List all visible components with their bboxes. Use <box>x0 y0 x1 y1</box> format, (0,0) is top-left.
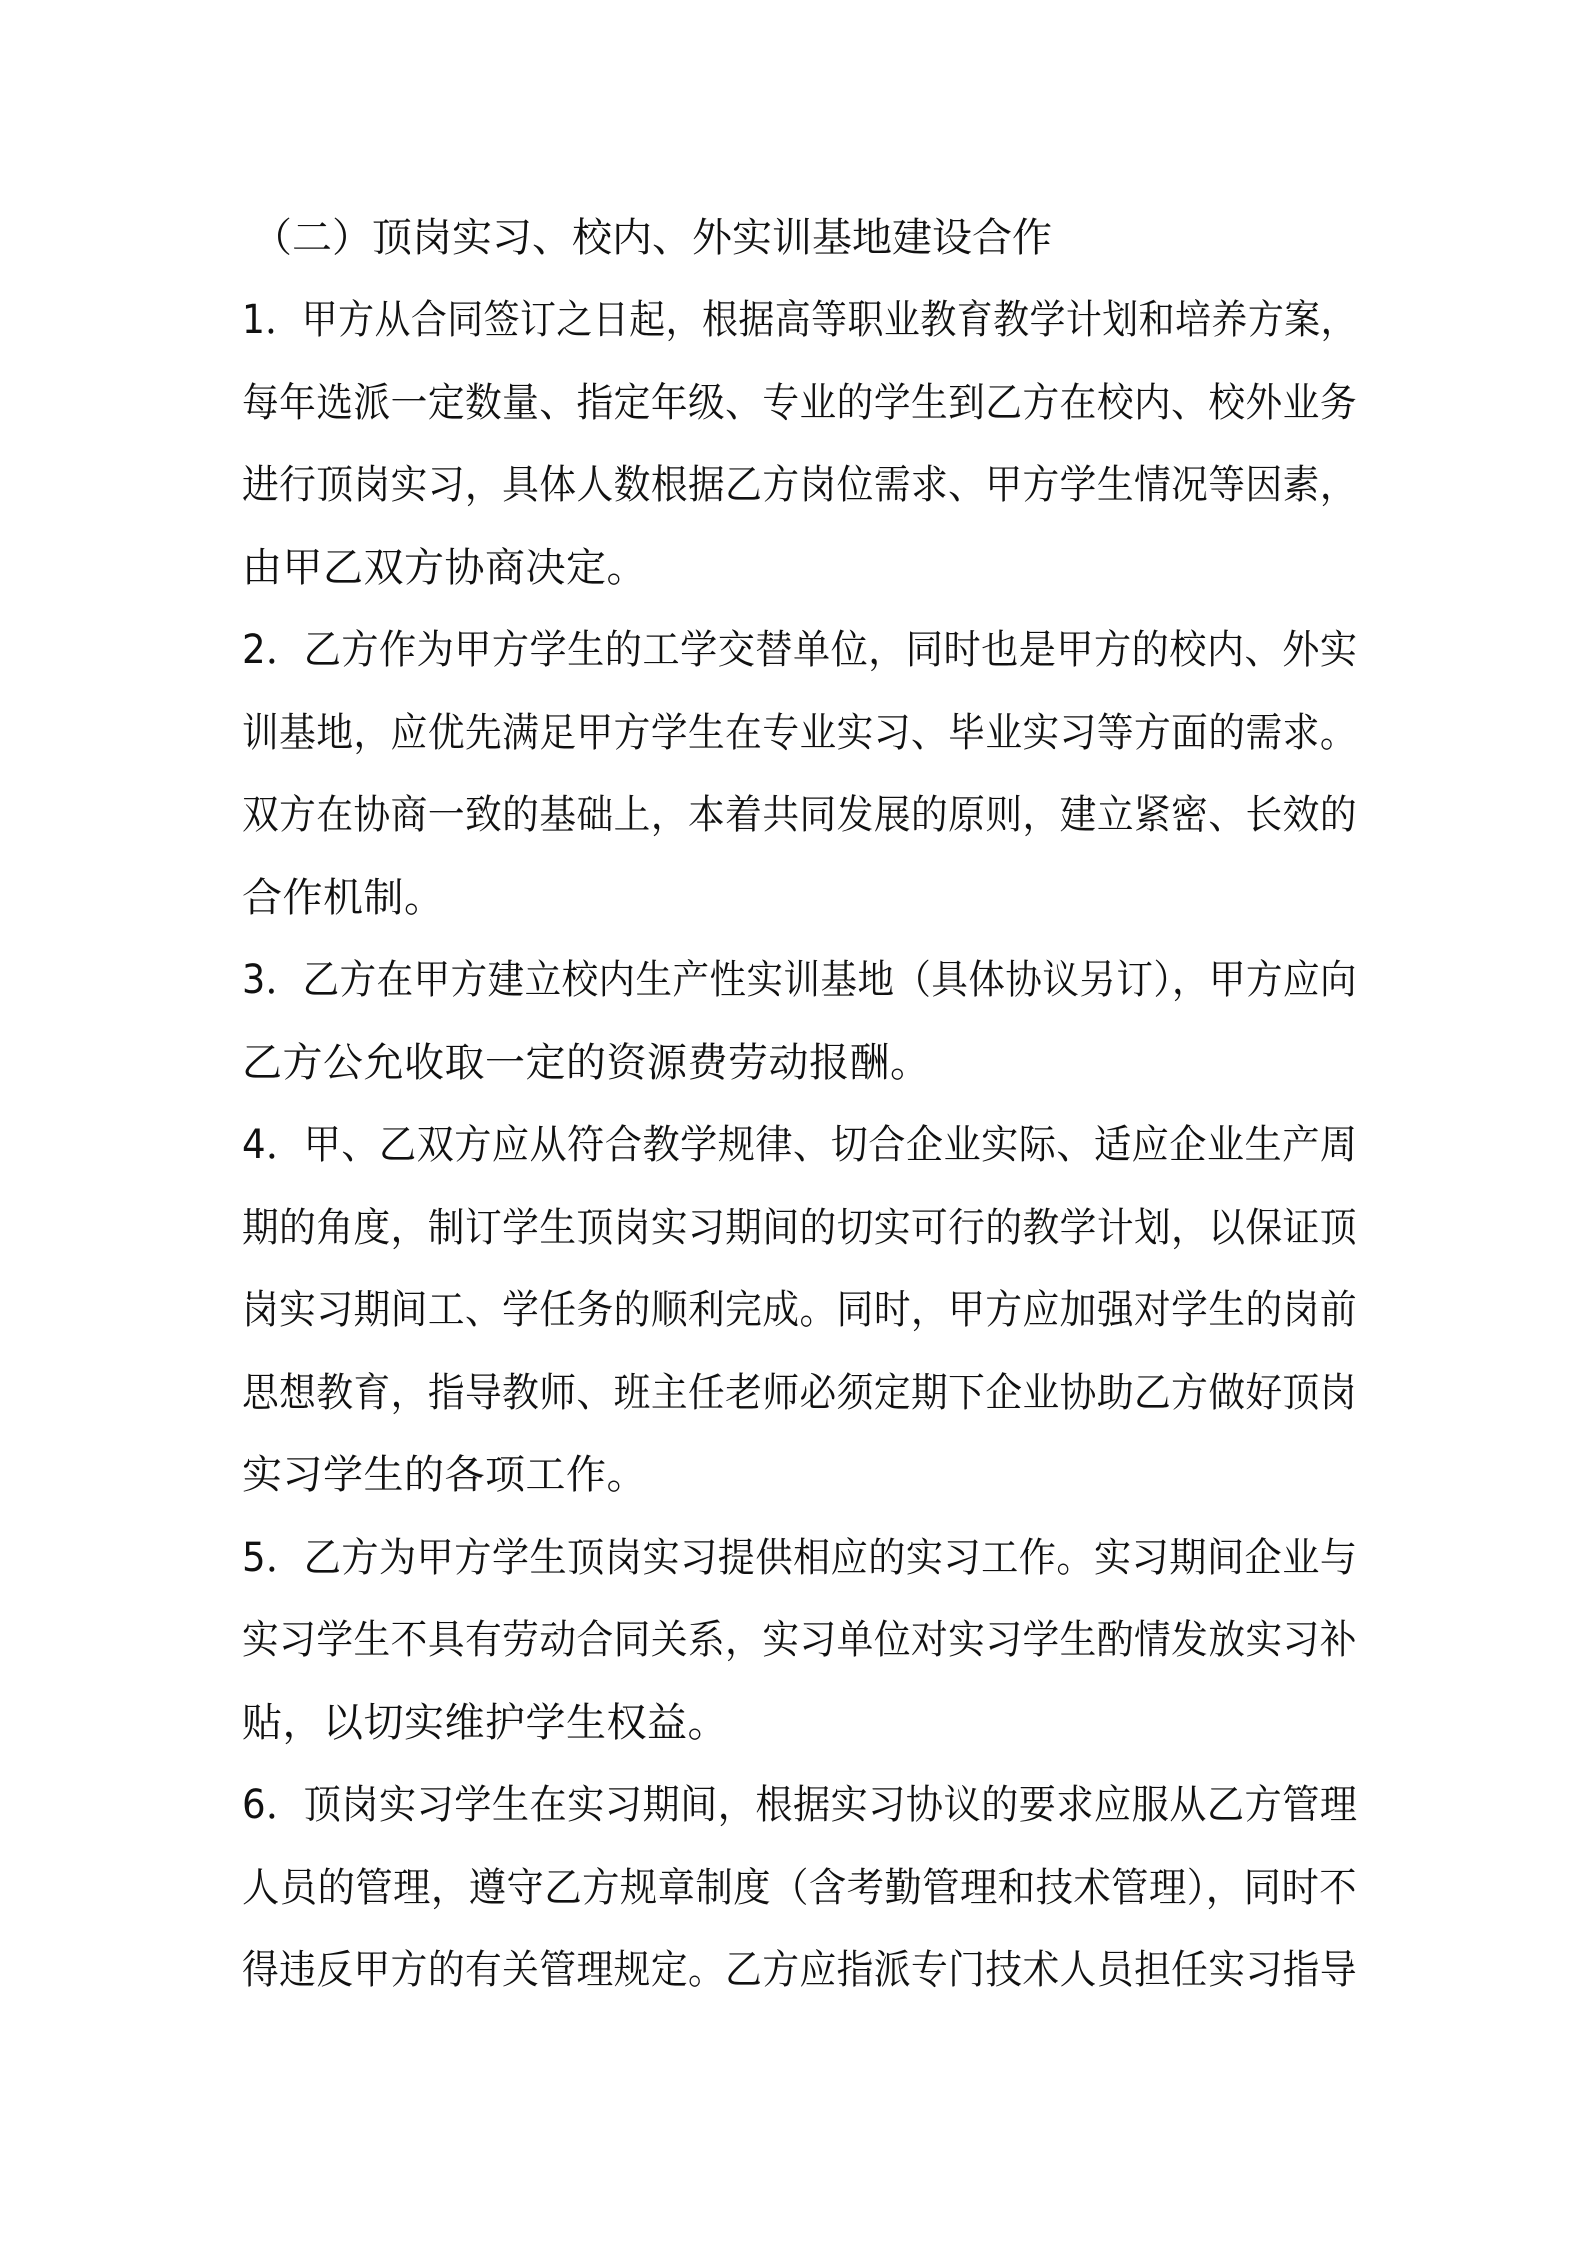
text-line: 岗实习期间工、学任务的顺利完成。同时，甲方应加强对学生的岗前 <box>242 1287 1358 1333</box>
paragraph-4 <box>242 1104 1357 1517</box>
text-line: 进行顶岗实习，具体人数根据乙方岗位需求、甲方学生情况等因素， <box>242 462 1358 508</box>
text-line: 得违反甲方的有关管理规定。乙方应指派专门技术人员担任实习指导 <box>242 1947 1358 1993</box>
text-line: 贴，以切实维护学生权益。 <box>242 1699 728 1746</box>
text-line: 5．乙方为甲方学生顶岗实习提供相应的实习工作。实习期间企业与 <box>242 1534 1358 1581</box>
document-body <box>242 197 1357 2012</box>
paragraph-6 <box>242 1764 1357 2012</box>
paragraph-2 <box>242 609 1357 939</box>
text-line: 合作机制。 <box>242 874 445 921</box>
section-heading: （二）顶岗实习、校内、外实训基地建设合作 <box>252 215 1052 261</box>
text-line: 每年选派一定数量、指定年级、专业的学生到乙方在校内、校外业务 <box>242 379 1358 426</box>
text-line: 实习学生不具有劳动合同关系，实习单位对实习学生酌情发放实习补 <box>242 1617 1358 1663</box>
text-line: 乙方公允收取一定的资源费劳动报酬。 <box>242 1039 931 1086</box>
paragraph-1 <box>242 279 1357 609</box>
text-line: 实习学生的各项工作。 <box>242 1452 647 1498</box>
text-line: 3．乙方在甲方建立校内生产性实训基地（具体协议另订），甲方应向 <box>242 957 1357 1003</box>
text-line: 6．顶岗实习学生在实习期间，根据实习协议的要求应服从乙方管理 <box>242 1782 1358 1828</box>
text-line: 训基地，应优先满足甲方学生在专业实习、毕业实习等方面的需求。 <box>242 709 1358 756</box>
text-line: 1．甲方从合同签订之日起，根据高等职业教育教学计划和培养方案， <box>242 297 1357 343</box>
text-line: 思想教育，指导教师、班主任老师必须定期下企业协助乙方做好顶岗 <box>242 1369 1358 1416</box>
text-line: 双方在协商一致的基础上，本着共同发展的原则，建立紧密、长效的 <box>242 792 1358 838</box>
paragraph-3 <box>242 939 1357 1104</box>
paragraph-5 <box>242 1517 1357 1765</box>
text-line: 人员的管理，遵守乙方规章制度（含考勤管理和技术管理），同时不 <box>242 1864 1358 1911</box>
text-line: 4．甲、乙双方应从符合教学规律、切合企业实际、适应企业生产周 <box>242 1122 1358 1168</box>
text-line: 期的角度，制订学生顶岗实习期间的切实可行的教学计划，以保证顶 <box>242 1204 1358 1251</box>
text-line: 由甲乙双方协商决定。 <box>242 544 647 591</box>
text-line: 2．乙方作为甲方学生的工学交替单位，同时也是甲方的校内、外实 <box>242 627 1358 673</box>
